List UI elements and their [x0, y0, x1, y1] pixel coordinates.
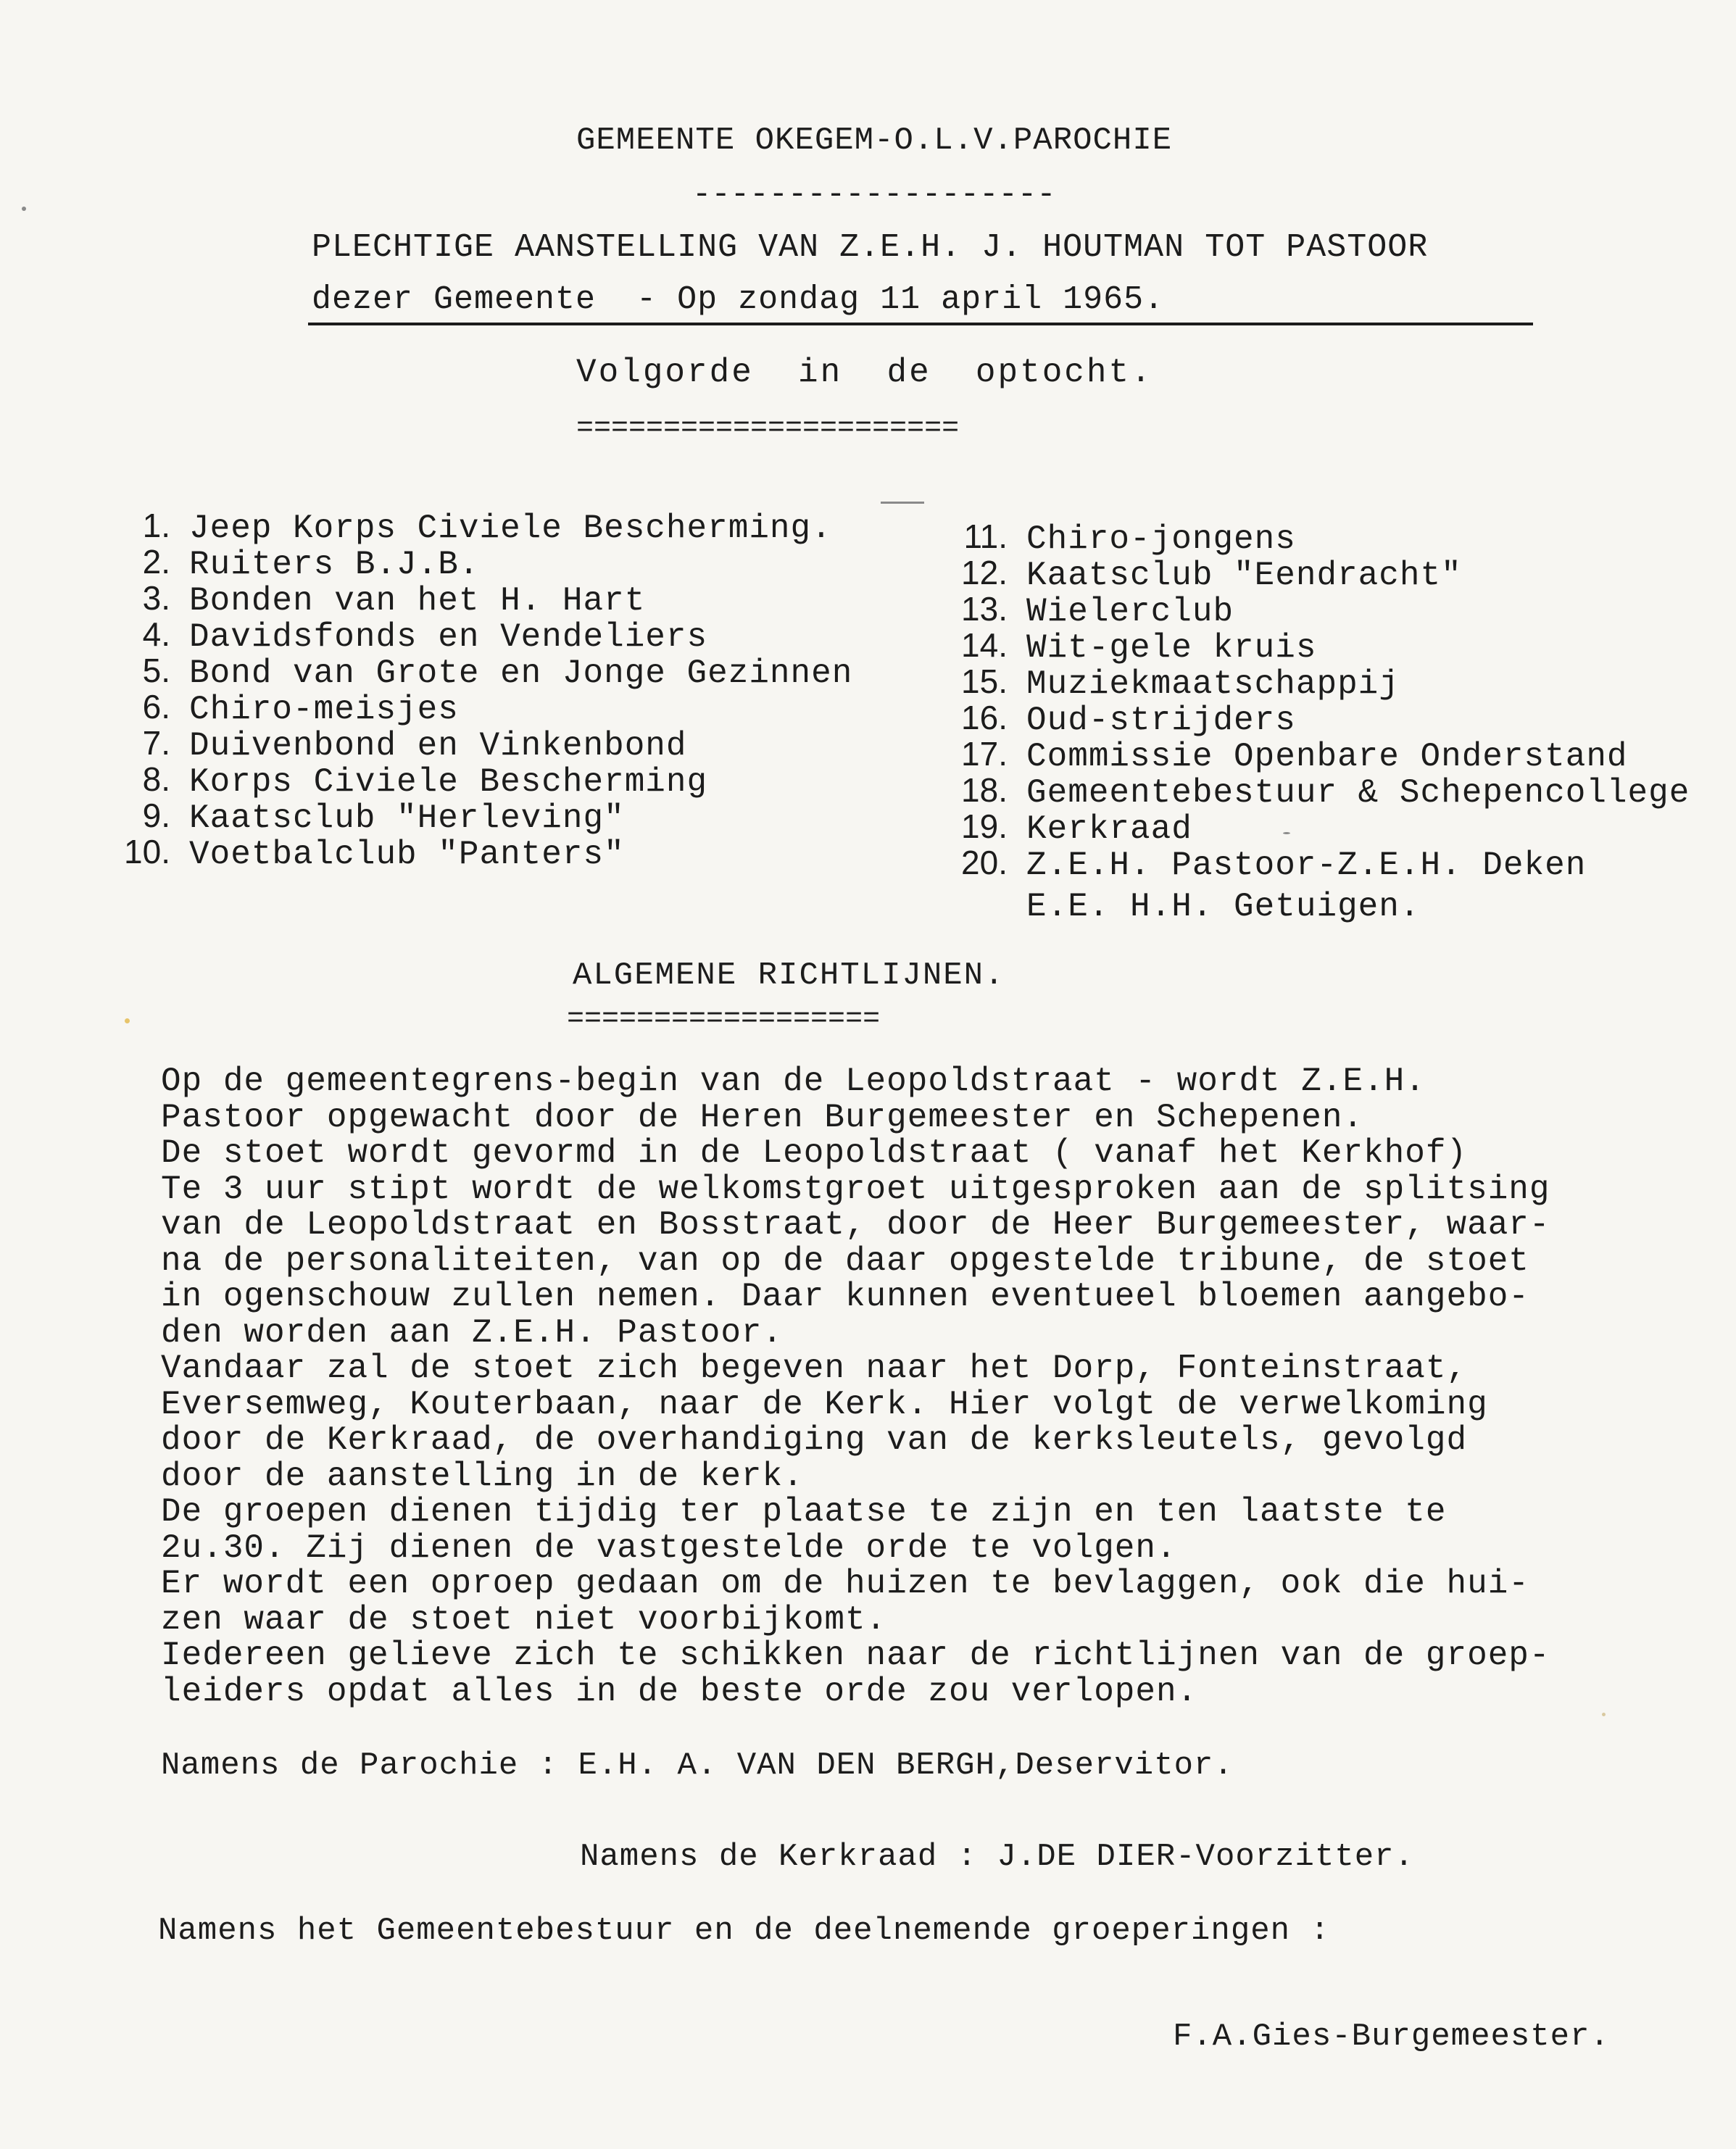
title-dash-rule: -------------------: [692, 177, 1056, 213]
item-text: Chiro-meisjes: [189, 691, 459, 728]
guidelines-line: door de aanstelling in de kerk.: [161, 1457, 804, 1495]
item-number: 12.: [961, 554, 1008, 591]
item-number: 15.: [961, 662, 1008, 700]
document-title: GEMEENTE OKEGEM-O.L.V.PAROCHIE: [576, 122, 1173, 159]
guidelines-title: ALGEMENE RICHTLIJNEN.: [573, 957, 1005, 994]
item-text: Davidsfonds en Vendeliers: [189, 618, 708, 656]
item-number: 17.: [961, 735, 1008, 773]
guidelines-line: leiders opdat alles in de beste orde zou verlopen.: [161, 1672, 1198, 1711]
item-number: 7.: [142, 724, 170, 762]
list-item: [80, 579, 852, 620]
item-text: Commissie Openbare Onderstand: [1026, 738, 1628, 776]
guidelines-line: van de Leopoldstraat en Bosstraat, door de Heer Burgemeester, waar-: [161, 1206, 1550, 1244]
list-item: [80, 615, 852, 656]
signature-church-council: Namens de Kerkraad : J.DE DIER-Voorzitter.: [580, 1839, 1414, 1875]
item-number: 10.: [124, 833, 170, 870]
list-item: [917, 735, 1690, 776]
item-number: 4.: [142, 615, 170, 653]
guidelines-line: 2u.30. Zij dienen de vastgestelde orde te volgen.: [161, 1529, 1177, 1567]
item-number: 8.: [142, 760, 170, 798]
scan-speck: [125, 1018, 130, 1023]
signature-municipality: Namens het Gemeentebestuur en de deelnemende groeperingen :: [158, 1913, 1330, 1949]
list-item: [80, 543, 852, 583]
item-text: Duivenbond en Vinkenbond: [189, 727, 687, 765]
item-text: Voetbalclub "Panters": [189, 836, 625, 873]
item-text: Kerkraad: [1026, 810, 1192, 848]
item-number: 14.: [961, 626, 1008, 664]
signature-parish: Namens de Parochie : E.H. A. VAN DEN BERGH,Deservitor.: [161, 1747, 1234, 1784]
list-item: [917, 662, 1690, 703]
guidelines-line: door de Kerkraad, de overhandiging van de kerksleutels, gevolgd: [161, 1421, 1468, 1459]
guidelines-line: Er wordt een oproep gedaan om de huizen te bevlaggen, ook die hui-: [161, 1565, 1529, 1603]
item-number: 19.: [961, 807, 1008, 845]
list-item: [917, 807, 1690, 848]
subtitle-line-1: PLECHTIGE AANSTELLING VAN Z.E.H. J. HOUTMAN TOT PASTOOR: [312, 229, 1429, 266]
procession-list-right: [917, 517, 1690, 884]
item-text: Korps Civiele Bescherming: [189, 763, 708, 801]
guidelines-line: Te 3 uur stipt wordt de welkomstgroet uitgesproken aan de splitsing: [161, 1170, 1550, 1208]
item-text: Z.E.H. Pastoor-Z.E.H. Deken: [1026, 847, 1587, 884]
guidelines-line: Iedereen gelieve zich te schikken naar de richtlijnen van de groep-: [161, 1637, 1550, 1674]
list-item: [917, 554, 1690, 594]
guidelines-line: Vandaar zal de stoet zich begeven naar het Dorp, Fonteinstraat,: [161, 1350, 1468, 1387]
item-text: Wielerclub: [1026, 593, 1234, 631]
guidelines-line: den worden aan Z.E.H. Pastoor.: [161, 1313, 784, 1352]
item-text: Jeep Korps Civiele Bescherming.: [189, 510, 832, 547]
item-number: 6.: [142, 688, 170, 726]
guidelines-line: zen waar de stoet niet voorbijkomt.: [161, 1600, 887, 1639]
item-text: Oud-strijders: [1026, 702, 1296, 739]
list-item: [80, 760, 852, 801]
list-item: [80, 652, 853, 692]
item-text: Ruiters B.J.B.: [189, 546, 480, 583]
item-text: Kaatsclub "Eendracht": [1026, 557, 1462, 594]
scan-speck: [22, 207, 26, 211]
item-number: 9.: [142, 797, 170, 834]
scan-speck: [1283, 832, 1290, 834]
guidelines-line: na de personaliteiten, van op de daar opgestelde tribune, de stoet: [161, 1242, 1529, 1280]
item-number: 5.: [142, 652, 170, 689]
subtitle-underline: [308, 323, 1533, 325]
signature-mayor: F.A.Gies-Burgemeester.: [1173, 2019, 1610, 2055]
scan-speck: [881, 502, 924, 504]
guidelines-line: De stoet wordt gevormd in de Leopoldstraat ( vanaf het Kerkhof): [161, 1134, 1468, 1172]
guidelines-line: Op de gemeentegrens-begin van de Leopoldstraat - wordt Z.E.H.: [161, 1063, 1426, 1100]
item-number: 16.: [961, 699, 1008, 736]
procession-rule: ======================: [576, 412, 960, 445]
item-number: 3.: [142, 579, 170, 617]
subtitle-line-2: dezer Gemeente - Op zondag 11 april 1965.: [312, 281, 1165, 318]
list-item: [80, 724, 852, 765]
list-item: [80, 797, 852, 837]
list-item: [917, 699, 1690, 739]
list-item: [80, 507, 852, 547]
item-text: Gemeentebestuur & Schepencollege: [1026, 774, 1690, 812]
guidelines-line: Eversemweg, Kouterbaan, naar de Kerk. Hier volgt de verwelkoming: [161, 1385, 1488, 1423]
item-number: 20.: [961, 844, 1008, 881]
procession-title: Volgorde in de optocht.: [576, 354, 1153, 391]
list-item: [80, 688, 852, 728]
item-text: Bonden van het H. Hart: [189, 582, 646, 620]
item-text: Bond van Grote en Jonge Gezinnen: [189, 654, 853, 692]
list-item: [80, 833, 852, 873]
item-text: Chiro-jongens: [1026, 520, 1296, 558]
list-item: [917, 844, 1690, 884]
guidelines-body: [161, 1064, 1705, 1710]
scan-speck: [1602, 1713, 1606, 1716]
guidelines-line: in ogenschouw zullen nemen. Daar kunnen eventueel bloemen aangebo-: [161, 1278, 1529, 1315]
list-item-continuation: E.E. H.H. Getuigen.: [1026, 888, 1421, 926]
list-item: [917, 626, 1690, 667]
item-text: Muziekmaatschappij: [1026, 665, 1400, 703]
list-item: [917, 590, 1690, 631]
item-text: Kaatsclub "Herleving": [189, 799, 625, 837]
item-number: 1.: [142, 507, 170, 544]
item-text: Wit-gele kruis: [1026, 629, 1317, 667]
list-item: [917, 771, 1690, 812]
procession-list-left: [80, 507, 853, 873]
guidelines-line: De groepen dienen tijdig ter plaatse te zijn en ten laatste te: [161, 1493, 1447, 1531]
item-number: 2.: [142, 543, 170, 581]
item-number: 11.: [963, 517, 1008, 555]
guidelines-line: Pastoor opgewacht door de Heren Burgemeester en Schepenen.: [161, 1098, 1364, 1136]
item-number: 18.: [961, 771, 1008, 809]
guidelines-rule: ==================: [567, 1003, 881, 1036]
list-item: [917, 517, 1690, 558]
item-number: 13.: [961, 590, 1008, 628]
